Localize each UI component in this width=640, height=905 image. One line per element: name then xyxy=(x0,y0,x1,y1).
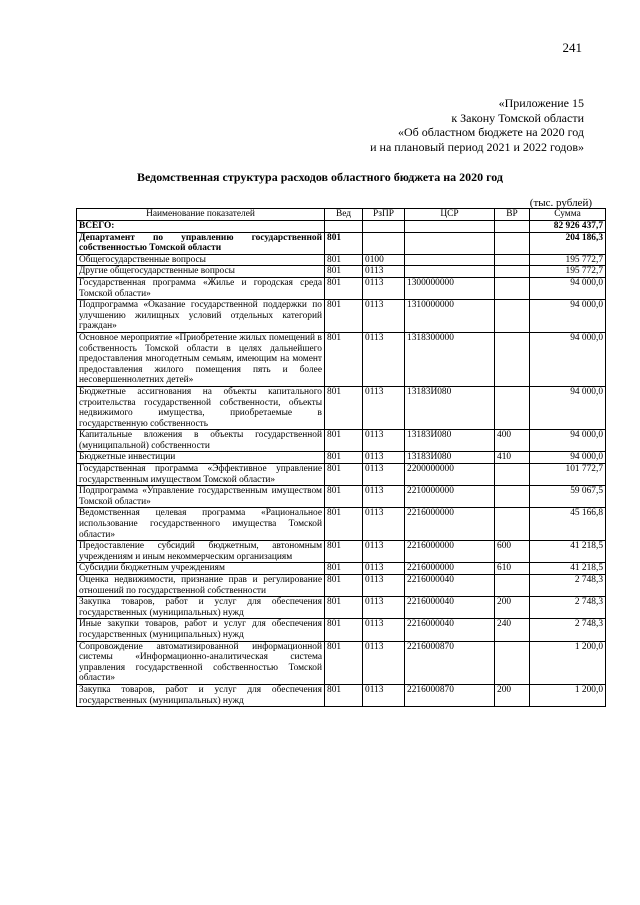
cell-vr xyxy=(495,266,530,278)
cell-csr: 1318300000 xyxy=(405,332,495,386)
table-body xyxy=(77,221,606,707)
cell-csr: 13183И080 xyxy=(405,430,495,452)
cell-csr: 2210000000 xyxy=(405,486,495,508)
cell-rzpr: 0113 xyxy=(363,597,405,619)
header-csr: ЦСР xyxy=(405,209,495,221)
cell-ved xyxy=(325,221,363,233)
table-row xyxy=(77,619,606,641)
cell-csr: 13183И080 xyxy=(405,452,495,464)
appendix-line: «Об областном бюджете на 2020 год xyxy=(398,125,584,140)
cell-ved: 801 xyxy=(325,508,363,541)
cell-rzpr: 0113 xyxy=(363,464,405,486)
table-row xyxy=(77,430,606,452)
cell-vr xyxy=(495,508,530,541)
cell-csr xyxy=(405,221,495,233)
cell-csr: 2216000040 xyxy=(405,597,495,619)
cell-name: Подпрограмма «Управление государственным имуществом Томской области» xyxy=(77,486,325,508)
cell-csr: 2216000870 xyxy=(405,641,495,684)
cell-sum: 45 166,8 xyxy=(530,508,606,541)
cell-vr xyxy=(495,277,530,299)
cell-rzpr: 0113 xyxy=(363,386,405,429)
cell-vr: 240 xyxy=(495,619,530,641)
cell-name: Сопровождение автоматизированной информационной системы «Информационно-аналитическая система управления государственной собственностью Томской области» xyxy=(77,641,325,684)
cell-csr: 2216000000 xyxy=(405,541,495,563)
table-row xyxy=(77,508,606,541)
cell-ved: 801 xyxy=(325,300,363,333)
cell-name: Другие общегосударственные вопросы xyxy=(77,266,325,278)
cell-sum: 41 218,5 xyxy=(530,541,606,563)
cell-ved: 801 xyxy=(325,232,363,254)
cell-csr xyxy=(405,266,495,278)
table-row xyxy=(77,232,606,254)
cell-ved: 801 xyxy=(325,684,363,706)
cell-csr xyxy=(405,232,495,254)
header-name: Наименование показателей xyxy=(77,209,325,221)
page-number: 241 xyxy=(562,40,582,55)
cell-vr xyxy=(495,575,530,597)
appendix-line: и на плановый период 2021 и 2022 годов» xyxy=(370,139,584,154)
header-vr: ВР xyxy=(495,209,530,221)
cell-rzpr: 0113 xyxy=(363,619,405,641)
cell-csr: 1300000000 xyxy=(405,277,495,299)
cell-name: Государственная программа «Эффективное управление государственным имуществом Томской области» xyxy=(77,464,325,486)
cell-sum: 195 772,7 xyxy=(530,266,606,278)
table-row xyxy=(77,332,606,386)
cell-rzpr: 0113 xyxy=(363,266,405,278)
header-ved: Вед xyxy=(325,209,363,221)
cell-vr: 400 xyxy=(495,430,530,452)
cell-ved: 801 xyxy=(325,641,363,684)
cell-name: Общегосударственные вопросы xyxy=(77,254,325,266)
table-row xyxy=(77,452,606,464)
cell-vr xyxy=(495,300,530,333)
cell-vr: 200 xyxy=(495,597,530,619)
cell-vr xyxy=(495,332,530,386)
cell-name: Предоставление субсидий бюджетным, автономным учреждениям и иным некоммерческим организациям xyxy=(77,541,325,563)
cell-vr xyxy=(495,486,530,508)
table-row xyxy=(77,386,606,429)
cell-name: Закупка товаров, работ и услуг для обеспечения государственных (муниципальных) нужд xyxy=(77,597,325,619)
cell-sum: 195 772,7 xyxy=(530,254,606,266)
cell-ved: 801 xyxy=(325,486,363,508)
cell-vr: 410 xyxy=(495,452,530,464)
cell-vr: 600 xyxy=(495,541,530,563)
cell-ved: 801 xyxy=(325,464,363,486)
cell-vr xyxy=(495,464,530,486)
cell-sum: 2 748,3 xyxy=(530,575,606,597)
cell-rzpr: 0113 xyxy=(363,332,405,386)
cell-rzpr: 0113 xyxy=(363,300,405,333)
table-row xyxy=(77,563,606,575)
cell-vr xyxy=(495,254,530,266)
cell-sum: 41 218,5 xyxy=(530,563,606,575)
table-row xyxy=(77,575,606,597)
appendix-header xyxy=(284,96,584,154)
cell-rzpr: 0113 xyxy=(363,641,405,684)
cell-name: Основное мероприятие «Приобретение жилых помещений в собственность Томской области в целях дальнейшего предоставления многодетным семьям, имеющим на момент предоставления жилого помещения пять и более несовершеннолетних детей» xyxy=(77,332,325,386)
cell-name: Капитальные вложения в объекты государственной (муниципальной) собственности xyxy=(77,430,325,452)
cell-ved: 801 xyxy=(325,254,363,266)
header-sum: Сумма xyxy=(530,209,606,221)
cell-sum: 2 748,3 xyxy=(530,619,606,641)
budget-table xyxy=(76,208,606,707)
cell-csr: 2200000000 xyxy=(405,464,495,486)
cell-vr xyxy=(495,386,530,429)
table-row xyxy=(77,221,606,233)
cell-name: Департамент по управлению государственной собственностью Томской области xyxy=(77,232,325,254)
appendix-line: к Закону Томской области xyxy=(451,110,584,125)
table-row xyxy=(77,541,606,563)
document-title: Ведомственная структура расходов областного бюджета на 2020 год xyxy=(136,170,503,184)
cell-vr xyxy=(495,232,530,254)
cell-vr xyxy=(495,221,530,233)
cell-vr: 200 xyxy=(495,684,530,706)
cell-name: ВСЕГО: xyxy=(77,221,325,233)
cell-ved: 801 xyxy=(325,332,363,386)
cell-csr: 13183И080 xyxy=(405,386,495,429)
cell-ved: 801 xyxy=(325,452,363,464)
cell-name: Бюджетные инвестиции xyxy=(77,452,325,464)
cell-name: Ведомственная целевая программа «Рациональное использование государственного имущества Томской области» xyxy=(77,508,325,541)
cell-name: Субсидии бюджетным учреждениям xyxy=(77,563,325,575)
cell-csr: 2216000000 xyxy=(405,563,495,575)
table-row xyxy=(77,266,606,278)
cell-vr xyxy=(495,641,530,684)
cell-sum: 94 000,0 xyxy=(530,300,606,333)
cell-rzpr: 0113 xyxy=(363,508,405,541)
table-row xyxy=(77,300,606,333)
cell-rzpr xyxy=(363,221,405,233)
table-header-row xyxy=(77,209,606,221)
table-row xyxy=(77,277,606,299)
cell-sum: 94 000,0 xyxy=(530,386,606,429)
cell-csr xyxy=(405,254,495,266)
cell-sum: 94 000,0 xyxy=(530,452,606,464)
cell-ved: 801 xyxy=(325,619,363,641)
cell-name: Государственная программа «Жилье и городская среда Томской области» xyxy=(77,277,325,299)
cell-ved: 801 xyxy=(325,541,363,563)
cell-rzpr: 0113 xyxy=(363,541,405,563)
table-row xyxy=(77,641,606,684)
appendix-line: «Приложение 15 xyxy=(498,96,584,110)
cell-rzpr xyxy=(363,232,405,254)
header-rzpr: РзПР xyxy=(363,209,405,221)
cell-sum: 204 186,3 xyxy=(530,232,606,254)
cell-rzpr: 0113 xyxy=(363,430,405,452)
cell-sum: 94 000,0 xyxy=(530,277,606,299)
cell-ved: 801 xyxy=(325,597,363,619)
cell-ved: 801 xyxy=(325,563,363,575)
cell-sum: 94 000,0 xyxy=(530,430,606,452)
cell-vr: 610 xyxy=(495,563,530,575)
cell-sum: 94 000,0 xyxy=(530,332,606,386)
cell-name: Иные закупки товаров, работ и услуг для обеспечения государственных (муниципальных) нужд xyxy=(77,619,325,641)
cell-ved: 801 xyxy=(325,386,363,429)
cell-rzpr: 0113 xyxy=(363,575,405,597)
cell-csr: 2216000000 xyxy=(405,508,495,541)
cell-csr: 2216000040 xyxy=(405,575,495,597)
cell-rzpr: 0113 xyxy=(363,563,405,575)
cell-rzpr: 0113 xyxy=(363,486,405,508)
table-row xyxy=(77,254,606,266)
cell-name: Подпрограмма «Оказание государственной поддержки по улучшению жилищных условий отдельных категорий граждан» xyxy=(77,300,325,333)
cell-sum: 59 067,5 xyxy=(530,486,606,508)
cell-sum: 1 200,0 xyxy=(530,684,606,706)
cell-rzpr: 0113 xyxy=(363,277,405,299)
cell-sum: 101 772,7 xyxy=(530,464,606,486)
cell-ved: 801 xyxy=(325,430,363,452)
cell-sum: 2 748,3 xyxy=(530,597,606,619)
table-row xyxy=(77,597,606,619)
units-label: (тыс. рублей) xyxy=(529,197,592,209)
cell-ved: 801 xyxy=(325,266,363,278)
cell-rzpr: 0100 xyxy=(363,254,405,266)
cell-ved: 801 xyxy=(325,277,363,299)
cell-rzpr: 0113 xyxy=(363,452,405,464)
table-row xyxy=(77,464,606,486)
cell-rzpr: 0113 xyxy=(363,684,405,706)
cell-csr: 2216000040 xyxy=(405,619,495,641)
cell-ved: 801 xyxy=(325,575,363,597)
cell-sum: 1 200,0 xyxy=(530,641,606,684)
cell-name: Закупка товаров, работ и услуг для обеспечения государственных (муниципальных) нужд xyxy=(77,684,325,706)
cell-name: Бюджетные ассигнования на объекты капитального строительства государственной собственности, объекты недвижимого имущества, приобретаемые в государственную собственность xyxy=(77,386,325,429)
cell-csr: 2216000870 xyxy=(405,684,495,706)
table-row xyxy=(77,684,606,706)
table-row xyxy=(77,486,606,508)
cell-csr: 1310000000 xyxy=(405,300,495,333)
cell-name: Оценка недвижимости, признание прав и регулирование отношений по государственной собственности xyxy=(77,575,325,597)
cell-sum: 82 926 437,7 xyxy=(530,221,606,233)
